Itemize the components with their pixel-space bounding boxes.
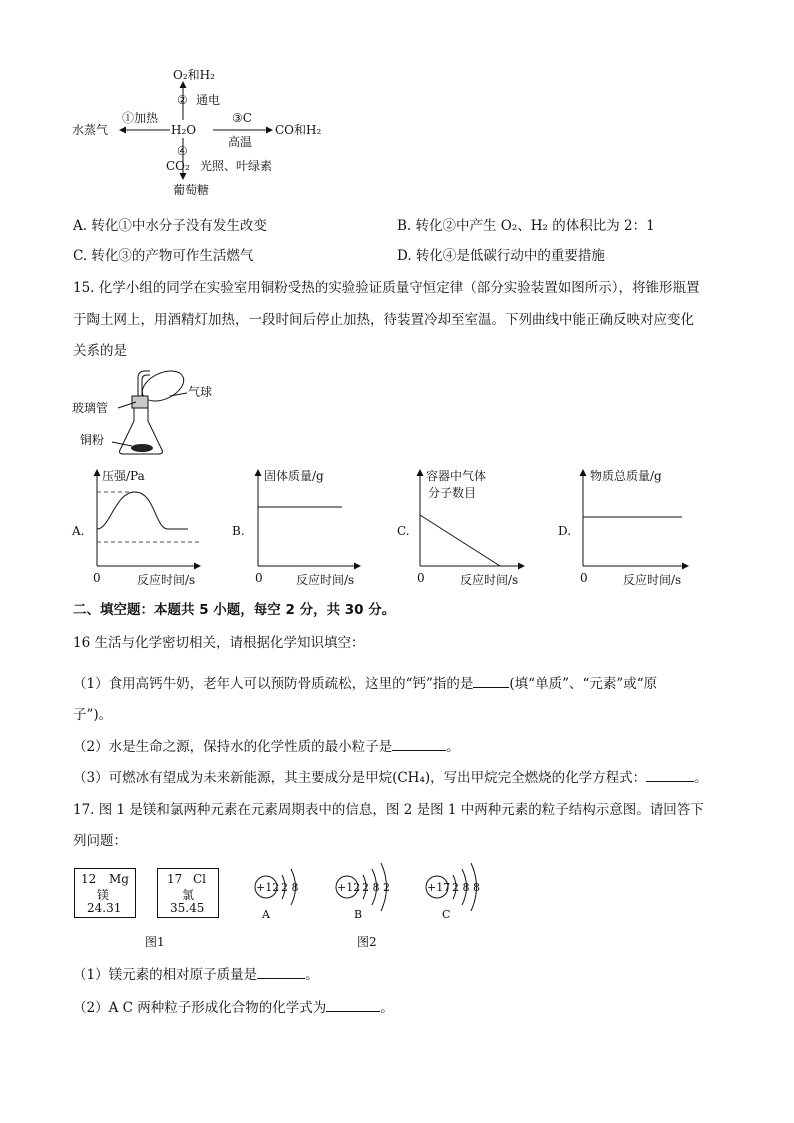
q17-part2: （2）A C 两种粒子形成化合物的化学式为 。 bbox=[73, 1000, 394, 1016]
graph-c-line bbox=[420, 515, 500, 566]
graph-a-origin: 0 bbox=[93, 571, 101, 585]
atom-b-label: B bbox=[354, 908, 363, 921]
graph-b[interactable] bbox=[232, 468, 360, 587]
q17-blank-1[interactable] bbox=[257, 966, 305, 979]
graph-b-origin: 0 bbox=[255, 571, 263, 585]
label-4: ④ bbox=[177, 144, 188, 158]
graph-d-option: D. bbox=[558, 524, 572, 538]
atom-a bbox=[255, 869, 299, 921]
left-product: 水蒸气 bbox=[72, 123, 109, 137]
label-3-condition: 高温 bbox=[228, 135, 253, 149]
graph-d-xlabel: 反应时间/s bbox=[623, 573, 682, 587]
label-1: ①加热 bbox=[122, 111, 159, 125]
q16-blank-1[interactable] bbox=[473, 675, 509, 688]
graph-b-xlabel: 反应时间/s bbox=[296, 573, 355, 587]
label-4-reactant: CO₂ bbox=[166, 159, 190, 173]
q16-blank-2[interactable] bbox=[392, 738, 446, 751]
glass-tube-label: 玻璃管 bbox=[72, 401, 109, 415]
q15-stem-line2: 于陶土网上，用酒精灯加热，一段时间后停止加热，待装置冷却至室温。下列曲线中能正确反映对应变化 bbox=[73, 312, 694, 328]
graph-c-ylabel2: 分子数目 bbox=[428, 486, 477, 500]
atom-c bbox=[426, 863, 480, 921]
q17-stem-line1: 17. 图 1 是镁和氯两种元素在元素周期表中的信息，图 2 是图 1 中两种元素的粒子结构示意图。请回答下 bbox=[73, 802, 704, 818]
right-product: CO和H₂ bbox=[275, 123, 322, 137]
graph-a-option: A. bbox=[72, 524, 85, 538]
q16-blank-3[interactable] bbox=[646, 769, 694, 782]
atom-b bbox=[336, 863, 390, 921]
atom-c-label: C bbox=[442, 908, 451, 921]
q14-option-b[interactable]: B. 转化②中产生 O₂、H₂ 的体积比为 2：1 bbox=[397, 218, 655, 234]
graph-d-ylabel: 物质总质量/g bbox=[590, 469, 662, 483]
q16-part2: （2）水是生命之源，保持水的化学性质的最小粒子是 。 bbox=[73, 739, 460, 755]
q16-part1-line1: （1）食用高钙牛奶，老年人可以预防骨质疏松，这里的“钙”指的是 (填“单质”、“元素”或“原 bbox=[73, 676, 658, 692]
center-water: H₂O bbox=[171, 123, 197, 137]
balloon-label: 气球 bbox=[188, 385, 213, 399]
q16-part1-line2: 子”)。 bbox=[73, 707, 113, 723]
graph-c-origin: 0 bbox=[417, 571, 425, 585]
graph-c-xlabel: 反应时间/s bbox=[460, 573, 519, 587]
copper-powder bbox=[131, 444, 153, 452]
graph-a-ylabel: 压强/Pa bbox=[102, 469, 145, 483]
q14-option-c[interactable]: C. 转化③的产物可作生活燃气 bbox=[73, 248, 254, 264]
svg-text:+12: +12 bbox=[337, 881, 361, 894]
label-4-condition: 光照、叶绿素 bbox=[200, 159, 273, 173]
label-2: ② bbox=[177, 93, 188, 107]
svg-text:+17: +17 bbox=[427, 881, 451, 894]
q16-stem: 16 生活与化学密切相关，请根据化学知识填空： bbox=[73, 635, 365, 651]
atom-a-label: A bbox=[262, 908, 270, 921]
svg-text:2 8 8: 2 8 8 bbox=[452, 881, 480, 894]
graph-c[interactable] bbox=[397, 468, 524, 587]
fig2-caption: 图2 bbox=[357, 935, 377, 949]
q17-part1: （1）镁元素的相对原子质量是 。 bbox=[73, 967, 319, 983]
q14-option-d[interactable]: D. 转化④是低碳行动中的重要措施 bbox=[397, 248, 605, 264]
graph-d-origin: 0 bbox=[580, 571, 588, 585]
q15-stem-line3: 关系的是 bbox=[73, 343, 127, 359]
graph-a[interactable] bbox=[71, 469, 200, 587]
graph-c-option: C. bbox=[397, 524, 410, 538]
flask-apparatus bbox=[70, 366, 240, 458]
svg-text:+12: +12 bbox=[256, 881, 280, 894]
q15-graphs bbox=[60, 462, 740, 592]
cl-element-tile: 17 Cl 氯 35.45 bbox=[157, 868, 219, 918]
q16-part3: （3）可燃冰有望成为未来新能源，其主要成分是甲烷(CH₄)，写出甲烷完全燃烧的化学方程式： 。 bbox=[73, 770, 708, 786]
label-3: ③C bbox=[232, 111, 252, 125]
graph-b-option: B. bbox=[232, 524, 245, 538]
q17-stem-line2: 列问题： bbox=[73, 833, 127, 849]
q17-blank-2[interactable] bbox=[326, 999, 380, 1012]
graph-d[interactable] bbox=[558, 468, 688, 587]
water-transformation-diagram bbox=[60, 62, 360, 202]
fig1-caption: 图1 bbox=[145, 935, 165, 949]
stopper bbox=[132, 396, 148, 408]
graph-a-xlabel: 反应时间/s bbox=[137, 573, 196, 587]
q15-stem-line1: 15. 化学小组的同学在实验室用铜粉受热的实验验证质量守恒定律（部分实验装置如图所示），将锥形瓶置 bbox=[73, 280, 700, 296]
graph-c-ylabel: 容器中气体 bbox=[426, 469, 487, 483]
top-product: O₂和H₂ bbox=[173, 68, 215, 82]
section2-title: 二、填空题：本题共 5 小题，每空 2 分，共 30 分。 bbox=[73, 602, 396, 618]
svg-text:2 8 2: 2 8 2 bbox=[362, 881, 390, 894]
svg-text:2 8: 2 8 bbox=[281, 881, 299, 894]
graph-b-ylabel: 固体质量/g bbox=[264, 469, 324, 483]
mg-element-tile: 12 Mg 镁 24.31 bbox=[74, 868, 136, 918]
atom-diagrams bbox=[244, 860, 494, 930]
graph-a-curve bbox=[97, 492, 188, 529]
q14-option-a[interactable]: A. 转化①中水分子没有发生改变 bbox=[73, 218, 267, 234]
bottom-product: 葡萄糖 bbox=[173, 183, 210, 197]
label-2-condition: 通电 bbox=[196, 93, 221, 107]
copper-label: 铜粉 bbox=[80, 433, 105, 447]
